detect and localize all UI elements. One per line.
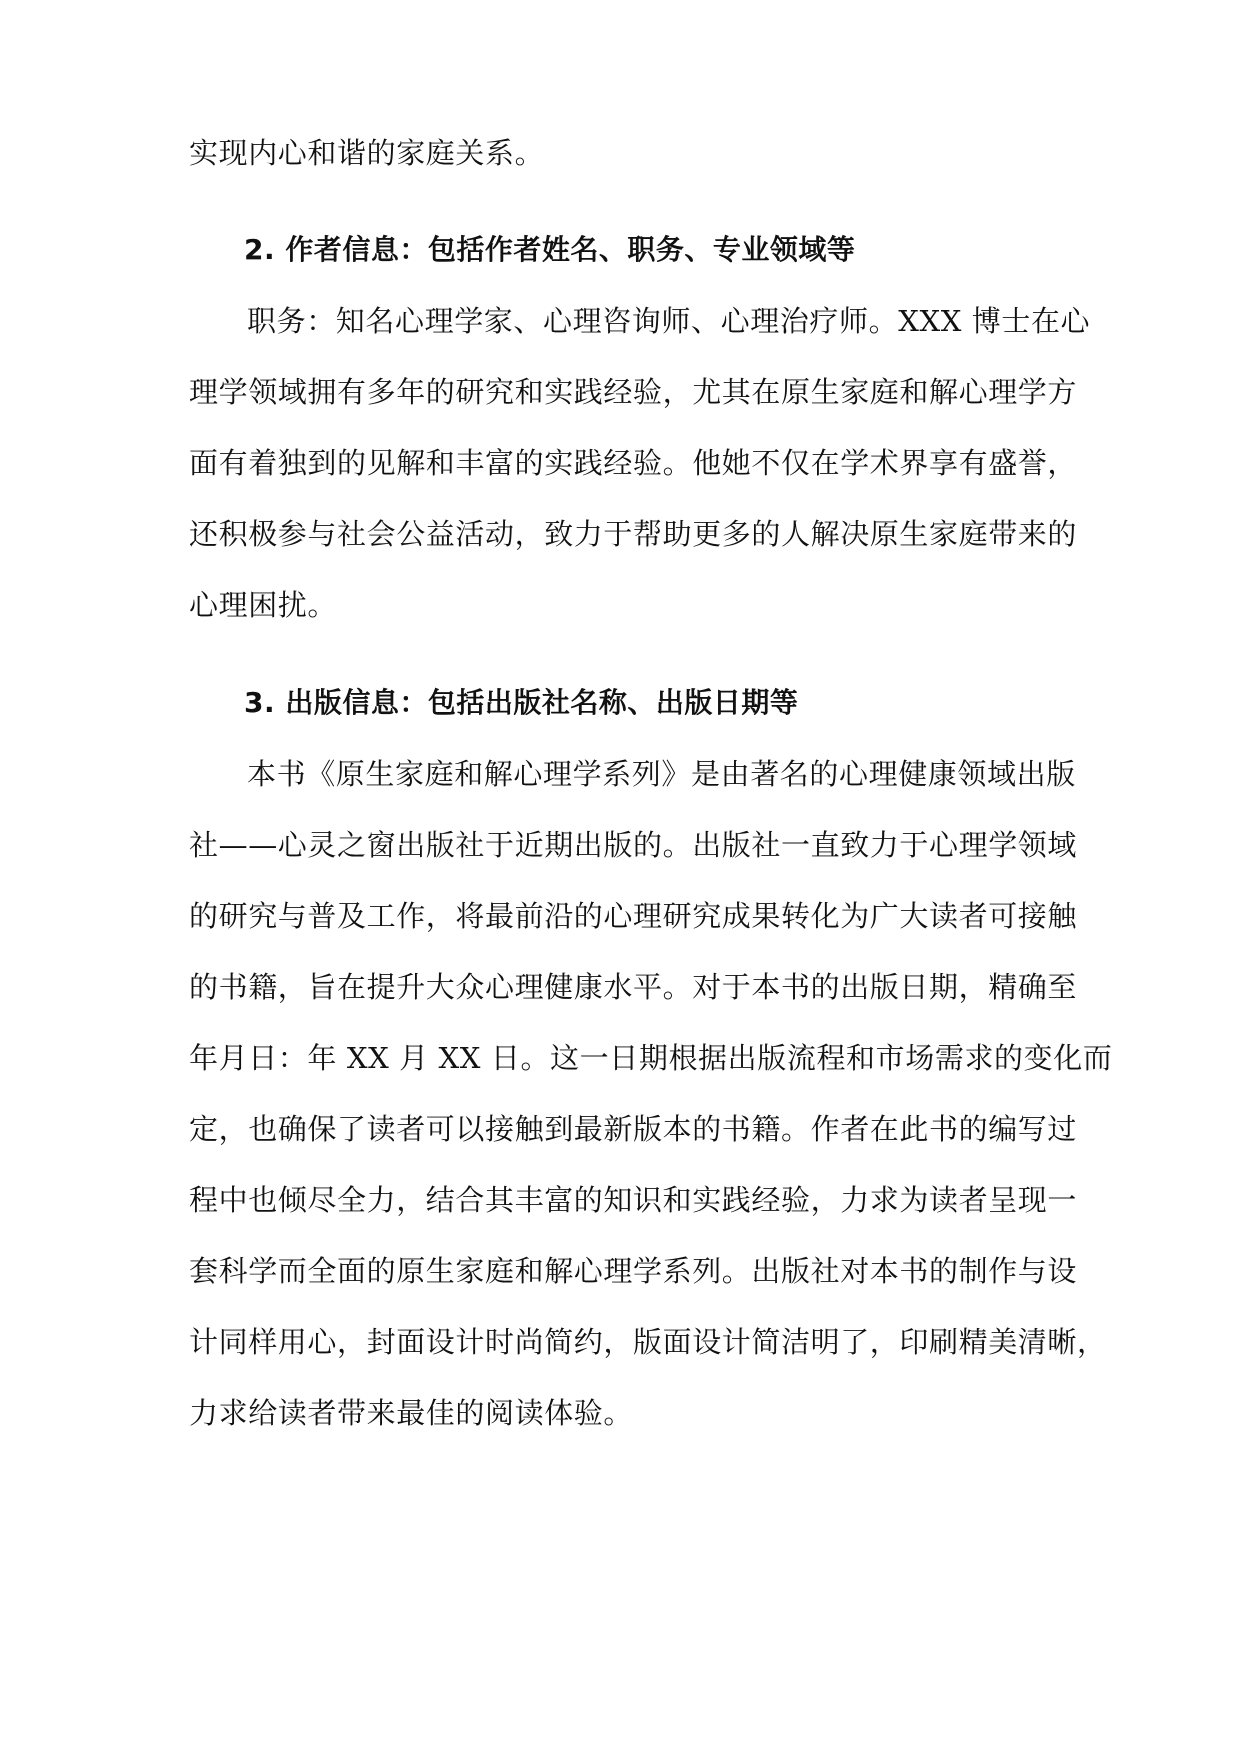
paragraph-line: 面有着独到的见解和丰富的实践经验。他她不仅在学术界享有盛誉， (189, 446, 1078, 480)
paragraph-line: 年月日：年 XX 月 XX 日。这一日期根据出版流程和市场需求的变化而 (189, 1041, 1113, 1075)
paragraph-line: 本书《原生家庭和解心理学系列》是由著名的心理健康领域出版 (247, 757, 1076, 791)
paragraph-line: 社——心灵之窗出版社于近期出版的。出版社一直致力于心理学领域 (189, 828, 1078, 862)
paragraph-line: 套科学而全面的原生家庭和解心理学系列。出版社对本书的制作与设 (189, 1254, 1078, 1288)
paragraph-line: 程中也倾尽全力，结合其丰富的知识和实践经验，力求为读者呈现一 (189, 1183, 1078, 1217)
paragraph-line: 计同样用心，封面设计时尚简约，版面设计简洁明了，印刷精美清晰， (189, 1325, 1107, 1359)
paragraph-line: 职务：知名心理学家、心理咨询师、心理治疗师。XXX 博士在心 (247, 304, 1091, 338)
section-heading-author: 2. 作者信息：包括作者姓名、职务、专业领域等 (244, 233, 856, 266)
paragraph-line: 的研究与普及工作，将最前沿的心理研究成果转化为广大读者可接触 (189, 899, 1078, 933)
paragraph-line: 理学领域拥有多年的研究和实践经验，尤其在原生家庭和解心理学方 (189, 375, 1078, 409)
paragraph-line: 实现内心和谐的家庭关系。 (189, 136, 545, 170)
paragraph-line: 的书籍，旨在提升大众心理健康水平。对于本书的出版日期，精确至 (189, 970, 1078, 1004)
section-heading-publication: 3. 出版信息：包括出版社名称、出版日期等 (244, 686, 799, 719)
paragraph-line: 定，也确保了读者可以接触到最新版本的书籍。作者在此书的编写过 (189, 1112, 1078, 1146)
paragraph-line: 力求给读者带来最佳的阅读体验。 (189, 1396, 634, 1430)
paragraph-line: 还积极参与社会公益活动，致力于帮助更多的人解决原生家庭带来的 (189, 517, 1078, 551)
paragraph-line: 心理困扰。 (189, 588, 338, 622)
